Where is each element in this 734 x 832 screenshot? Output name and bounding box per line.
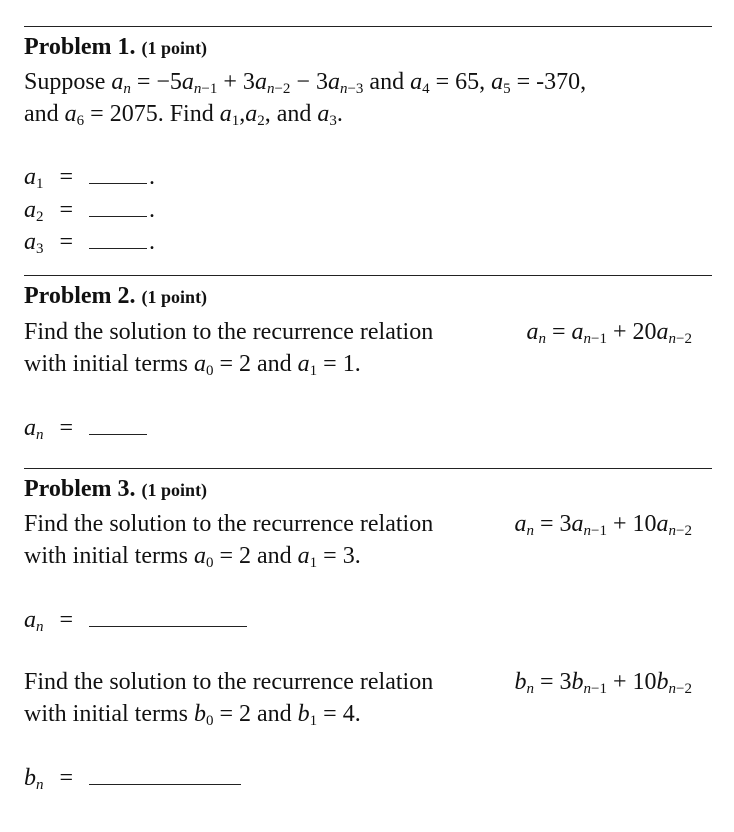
answer-input-a2[interactable] [89,196,147,217]
answer-row-an-problem-3: $a_n$ = [24,606,247,634]
problem-3-header [24,474,207,505]
problem-2-title: Problem 2. [24,283,136,309]
problem-2-statement-line-1: Find the solution to the recurrence relation $a_n = a_{n-1} + 20a_{n-2}$ [24,319,692,347]
problem-1-statement-line-1: Suppose $a_n = -5a_{n-1} + 3a_{n-2} - 3a_{n-3}$ and $a_4 = 65$, $a_5 = -370$, [24,69,587,97]
answer-input-an-problem-3[interactable] [89,606,247,627]
problem-3-title: Problem 3. [24,476,136,502]
divider-problem-2 [24,275,712,276]
divider-problem-3 [24,468,712,469]
answer-input-a1[interactable] [89,163,147,184]
problem-3-statement-line-2: with initial terms $a_0 = 2$ and $a_1 = 3$. [24,543,361,571]
answer-input-bn-problem-3[interactable] [89,764,241,785]
answer-input-an-problem-2[interactable] [89,414,147,435]
answer-row-a1: $a_1$ = . [24,164,156,192]
answer-row-bn-problem-3: $b_n$ = [24,764,241,792]
divider-problem-1 [24,26,712,27]
answer-row-an-problem-2: $a_n$ = [24,414,147,442]
answer-row-a3: $a_3$ = . [24,229,156,257]
problem-1-title: Problem 1. [24,34,136,60]
problem-3b-statement-line-2: with initial terms $b_0 = 2$ and $b_1 = 4$. [24,701,361,729]
problem-1-points: (1 point) [141,38,208,58]
problem-3-points: (1 point) [141,480,208,500]
answer-input-a3[interactable] [89,228,147,249]
problem-1-statement-line-2: and $a_6 = 2075$. Find $a_1,a_2$, and $a_3$. [24,101,343,129]
problem-3-statement-line-1: Find the solution to the recurrence relation $a_n = 3a_{n-1} + 10a_{n-2}$ [24,511,692,539]
problem-1-header [24,32,207,63]
answer-row-a2: $a_2$ = . [24,197,156,225]
problem-2-points: (1 point) [141,287,208,307]
problem-2-header [24,281,207,312]
problem-3b-statement-line-1: Find the solution to the recurrence relation $b_n = 3b_{n-1} + 10b_{n-2}$ [24,669,692,697]
problem-2-statement-line-2: with initial terms $a_0 = 2$ and $a_1 = 1$. [24,351,361,379]
